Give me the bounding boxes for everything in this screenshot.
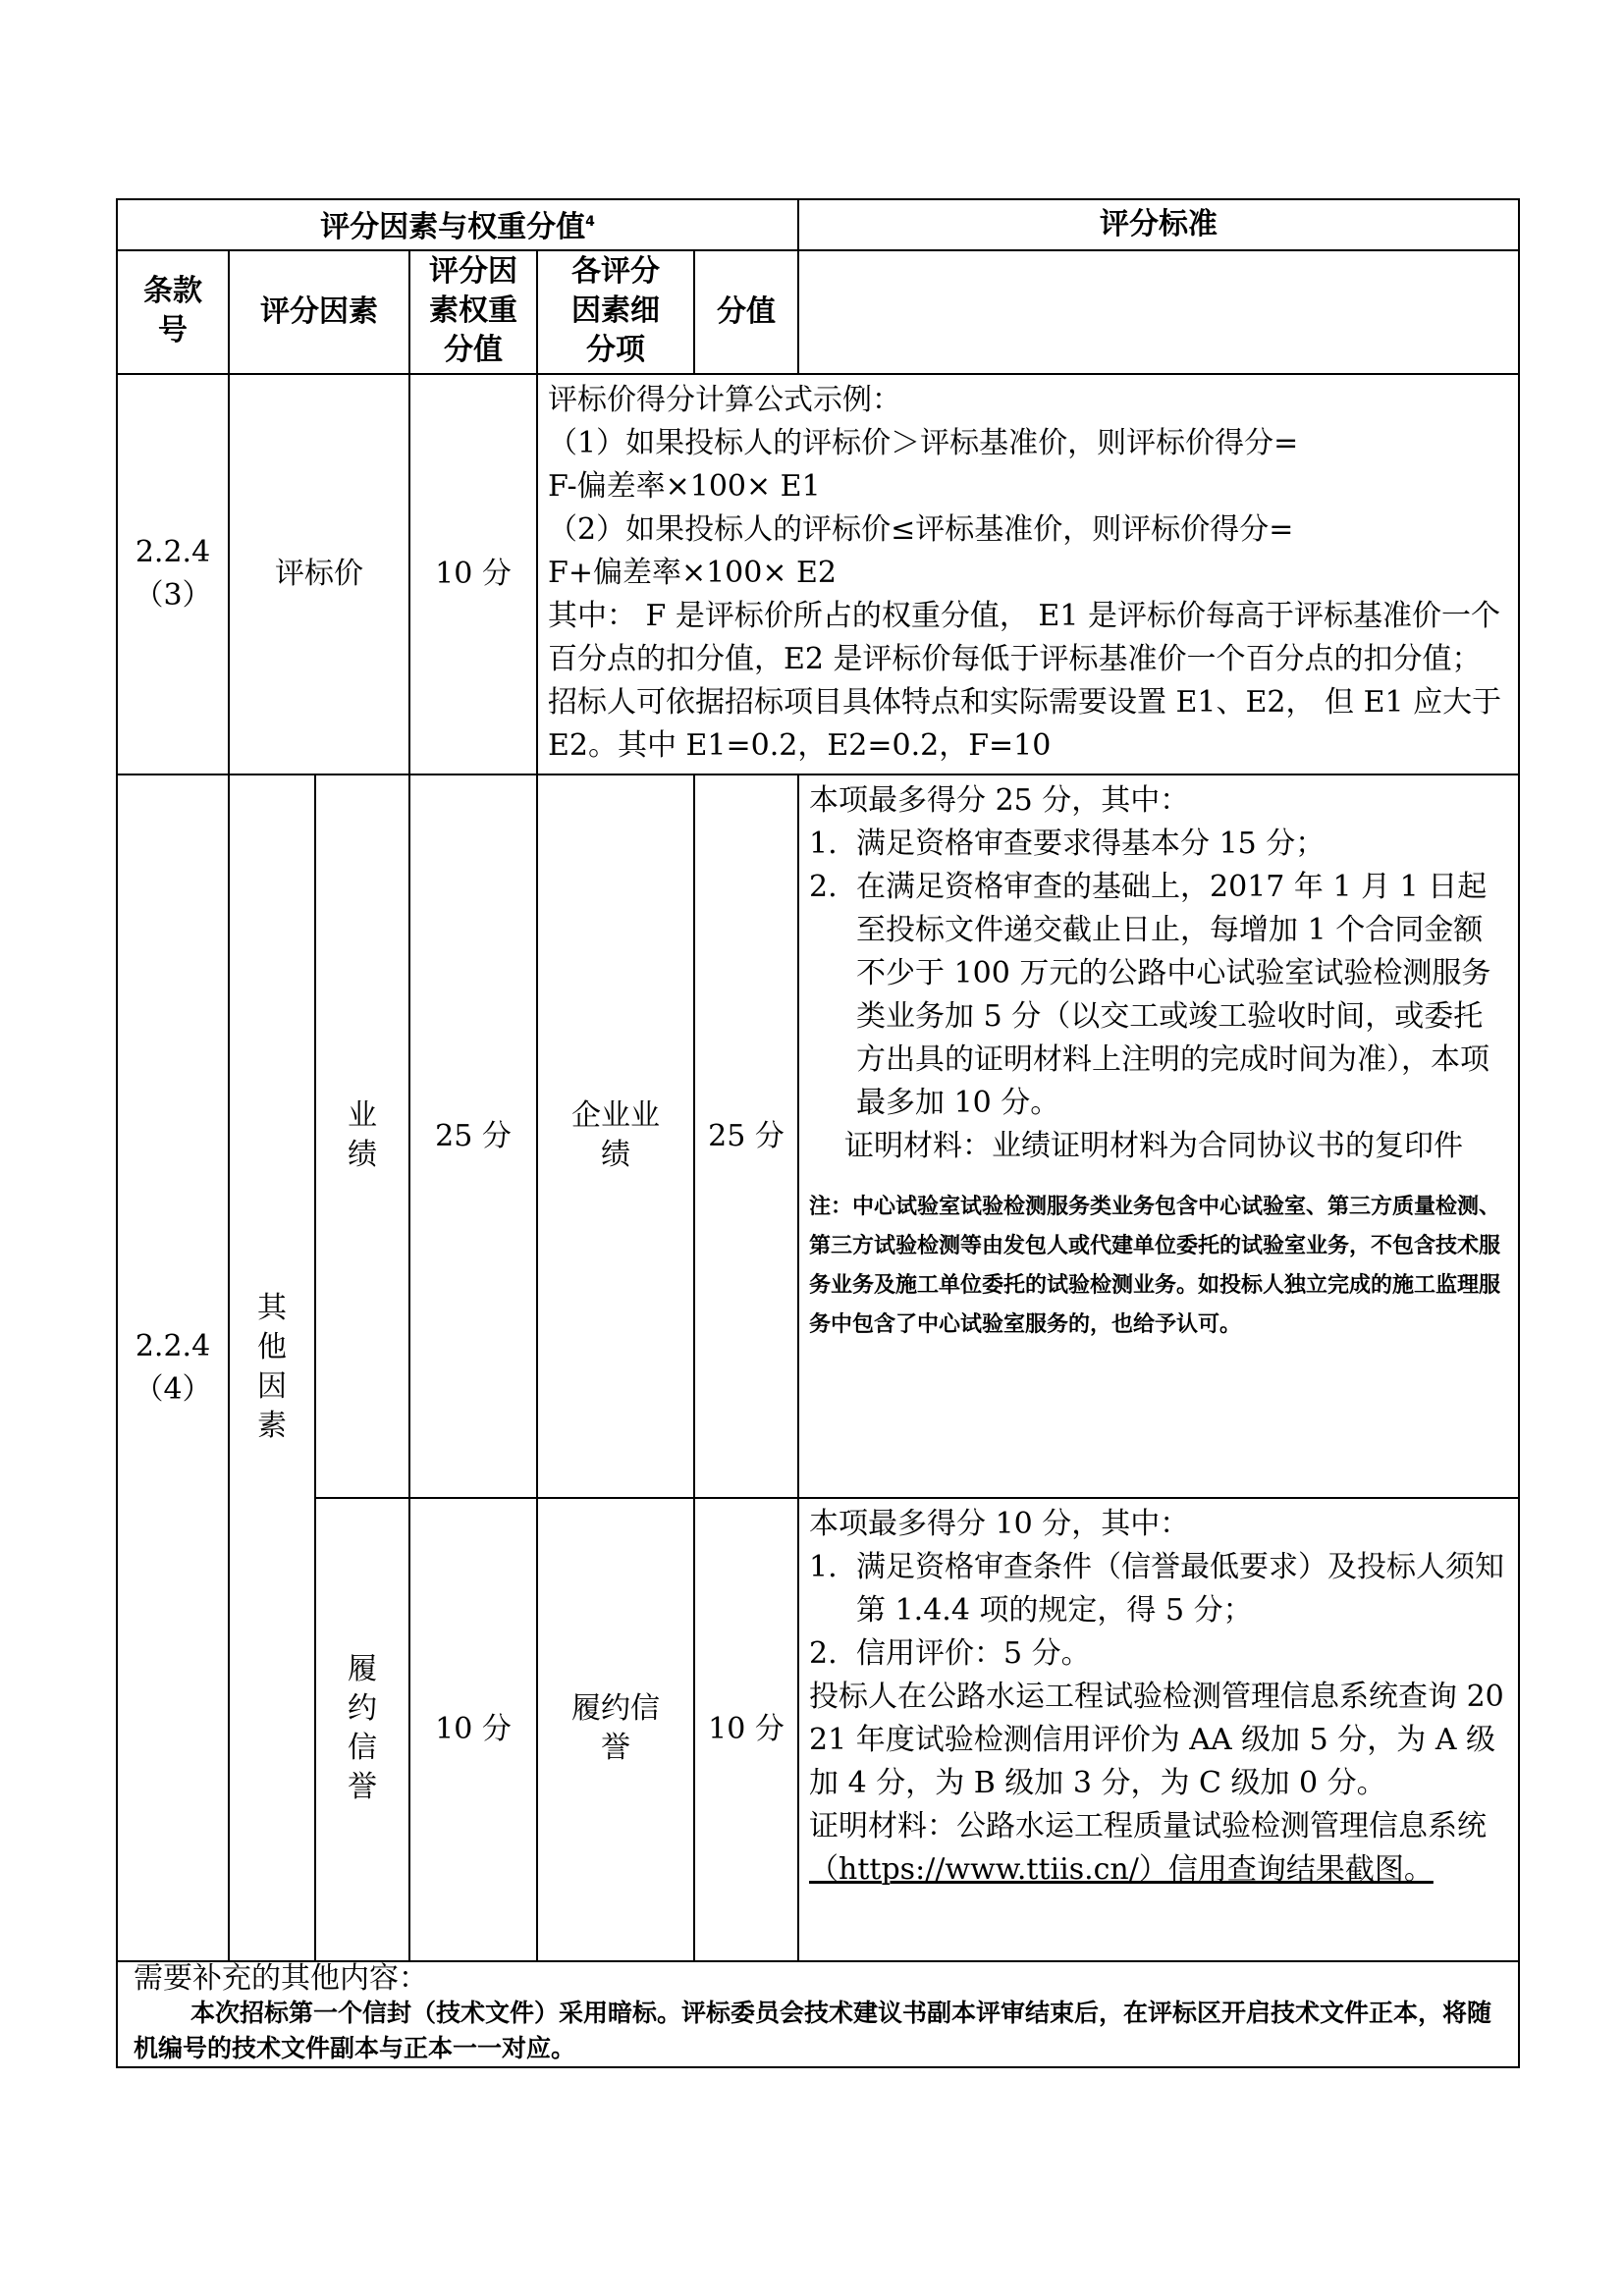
col-sub-item: 各评分因素细分项	[537, 250, 694, 374]
table-row-performance	[117, 774, 1519, 1498]
performance-weight: 25 分	[409, 774, 537, 1498]
performance-criteria: 本项最多得分 25 分，其中： 1. 满足资格审查要求得基本分 15 分； 2. 在满足资格审查的基础上，2017 年 1 月 1 日起至投标文件递交截止日止，每增加 1 个合同金额不少于 100 万元的公路中心试验室试验检测服务类业务加 5 分（以交工或竣工验收时间，或委托方出具的证明材料上注明的完成时间为准），本项最多加 10 分。 证明材料：业绩证明材料为合同协议书的复印件 注：中心试验室试验检测服务类业务包含中心试验室、第三方质量检测、第三方试验检测等由发包人或代建单位委托的试验室业务，不包含技术服务业务及施工单位委托的试验检测业务。如投标人独立完成的施工监理服务中包含了中心试验室服务的，也给予认可。	[798, 774, 1519, 1498]
price-factor: 评标价	[229, 374, 409, 774]
list-item: 2. 信用评价：5 分。	[809, 1636, 1091, 1671]
credit-proof: 证明材料：公路水运工程质量试验检测管理信息系统（https://www.ttiis.cn/）信用查询结果截图。	[809, 1809, 1488, 1887]
supplement-cell	[117, 1961, 1519, 2067]
performance-note: 注：中心试验室试验检测服务类业务包含中心试验室、第三方质量检测、第三方试验检测等由发包人或代建单位委托的试验室业务，不包含技术服务业务及施工单位委托的试验检测业务。如投标人独立完成的施工监理服务中包含了中心试验室服务的，也给予认可。	[809, 1195, 1501, 1337]
header-right-title: 评分标准	[798, 199, 1519, 250]
col-score: 分值	[694, 250, 798, 374]
credit-weight: 10 分	[409, 1498, 537, 1961]
table-row-price	[117, 374, 1519, 774]
header-footnote-mark: 4	[585, 214, 595, 230]
supplement-title: 需要补充的其他内容：	[134, 1961, 428, 1996]
price-criteria: 评标价得分计算公式示例： （1）如果投标人的评标价＞评标基准价，则评标价得分= F-偏差率×100× E1 （2）如果投标人的评标价≤评标基准价，则评标价得分= F+偏差率×100× E2 其中： F 是评标价所占的权重分值， E1 是评标价每高于评标基准价一个百分点的扣分值，E2 是评标价每低于评标基准价一个百分点的扣分值；招标人可依据招标项目具体特点和实际需要设置 E1、E2， 但 E1 应大于 E2。其中 E1=0.2，E2=0.2，F=10	[537, 374, 1519, 774]
performance-score: 25 分	[694, 774, 798, 1498]
list-item: 1. 满足资格审查要求得基本分 15 分；	[809, 827, 1326, 861]
scoring-table	[116, 198, 1520, 2068]
list-item: 1. 满足资格审查条件（信誉最低要求）及投标人须知第 1.4.4 项的规定，得 5 分；	[809, 1550, 1505, 1628]
table-header-row	[117, 199, 1519, 250]
credit-body: 投标人在公路水运工程试验检测管理信息系统查询 2021 年度试验检测信用评价为 AA 级加 5 分，为 A 级加 4 分，为 B 级加 3 分，为 C 级加 0 分。	[809, 1680, 1504, 1800]
col-weight: 评分因素权重分值	[409, 250, 537, 374]
credit-criteria: 本项最多得分 10 分，其中： 1. 满足资格审查条件（信誉最低要求）及投标人须知第 1.4.4 项的规定，得 5 分； 2. 信用评价：5 分。 投标人在公路水运工程试验检测管理信息系统查询 2021 年度试验检测信用评价为 AA 级加 5 分，为 A 级加 4 分，为 B 级加 3 分，为 C 级加 0 分。 证明材料：公路水运工程质量试验检测管理信息系统（https://www.ttiis.cn/）信用查询结果截图。	[798, 1498, 1519, 1961]
header-left-title: 评分因素与权重分值	[320, 210, 586, 244]
header-left-cell	[117, 199, 798, 250]
col-criteria-empty	[798, 250, 1519, 374]
table-row-credit	[117, 1498, 1519, 1961]
other-clause: 2.2.4 （4）	[117, 774, 229, 1961]
table-row-supplement	[117, 1961, 1519, 2067]
performance-category: 业绩	[315, 774, 409, 1498]
credit-category: 履约信誉	[315, 1498, 409, 1961]
column-header-row	[117, 250, 1519, 374]
credit-sub-item: 履约信誉	[537, 1498, 694, 1961]
supplement-body: 本次招标第一个信封（技术文件）采用暗标。评标委员会技术建议书副本评审结束后，在评标区开启技术文件正本，将随机编号的技术文件副本与正本一一对应。	[134, 1999, 1492, 2062]
col-clause-no: 条款号	[117, 250, 229, 374]
price-weight: 10 分	[409, 374, 537, 774]
other-factor: 其他因素	[229, 774, 315, 1961]
list-item: 2. 在满足资格审查的基础上，2017 年 1 月 1 日起至投标文件递交截止日止，每增加 1 个合同金额不少于 100 万元的公路中心试验室试验检测服务类业务加 5 分（以交工或竣工验收时间，或委托方出具的证明材料上注明的完成时间为准），本项最多加 10 分。	[809, 870, 1491, 1120]
credit-score: 10 分	[694, 1498, 798, 1961]
performance-proof: 证明材料：业绩证明材料为合同协议书的复印件	[844, 1129, 1464, 1163]
performance-sub-item: 企业业绩	[537, 774, 694, 1498]
col-factor: 评分因素	[229, 250, 409, 374]
price-clause: 2.2.4 （3）	[117, 374, 229, 774]
ttiis-link[interactable]: （https://www.ttiis.cn/）信用查询结果截图。	[809, 1852, 1434, 1887]
